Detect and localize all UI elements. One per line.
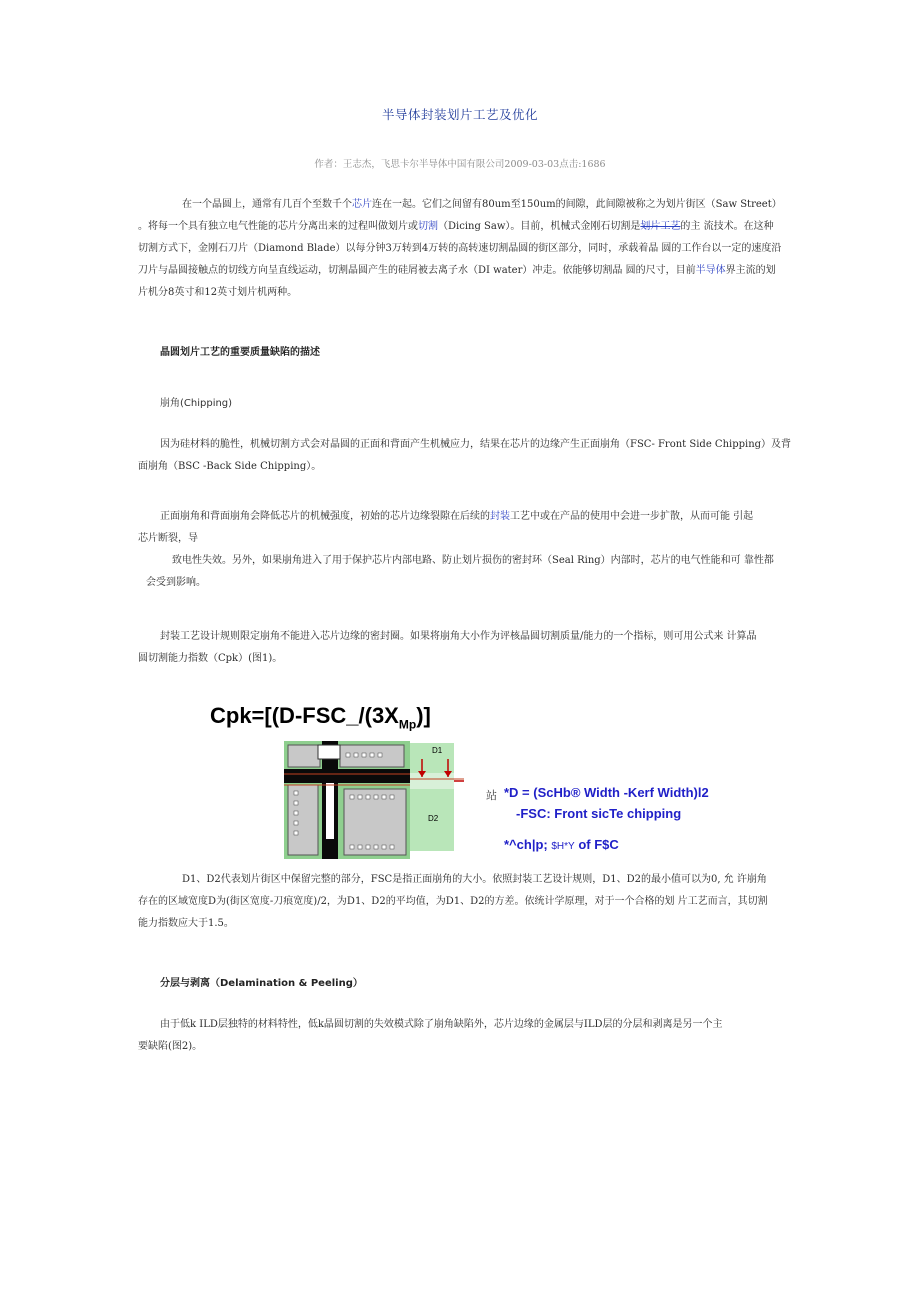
delamination-paragraph	[138, 1014, 798, 1058]
link-dicing-process[interactable]: 划片工艺	[640, 221, 681, 232]
text: 的主 流技术。在这种	[680, 221, 774, 232]
figure-line-3-c: of F$C	[578, 837, 619, 852]
chipping-line-1: 因为硅材料的脆性，机械切割方式会对晶圆的正面和背面产生机械应力，结果在芯片的边缘产生正面崩角（FSC- Front Side Chipping）及背	[160, 439, 792, 450]
text: （Dicing Saw）。目前，机械式金刚石切割是	[438, 221, 641, 232]
figure-line-2: -FSC: Front sicTe chipping	[516, 806, 682, 821]
link-dicing[interactable]: 切割	[418, 221, 438, 232]
link-packaging[interactable]: 封装	[490, 511, 510, 522]
figure-line-1: *D = (ScHb® Width -Kerf Width)l2	[504, 785, 709, 800]
article-title: 半导体封装划片工艺及优化	[381, 107, 538, 122]
text: 刀片与晶圆接触点的切线方向呈直线运动，切割晶圆产生的硅屑被去离子水（DI water）冲走。依能够切割晶 圆的尺寸，目前	[138, 265, 696, 276]
intro-line-5: 片机分8英寸和12英寸划片机两种。	[138, 287, 298, 298]
street-horizontal	[284, 769, 410, 783]
label-d2: D2	[428, 814, 439, 823]
section-heading-delamination: 分层与剥离（Delamination & Peeling）	[160, 978, 363, 989]
cpk-formula	[210, 703, 431, 731]
d1d2-line-1: D1、D2代表划片街区中保留完整的部分，FSC是指正面崩角的大小。依照封装工艺设计规则，D1、D2的最小值可以为0, 允 许崩角	[182, 874, 767, 885]
cpk-line-1: 封装工艺设计规则限定崩角不能进入芯片边缘的密封圈。如果将崩角大小作为评核晶圆切割质量/能力的一个指标，则可用公式来 计算晶	[160, 631, 757, 642]
intro-paragraph	[138, 194, 788, 304]
strength-paragraph	[138, 506, 798, 594]
die	[288, 785, 318, 855]
cpk-line-2: 圆切割能力指数（Cpk）(图1)。	[138, 653, 283, 664]
text: 连在一起。它们之间留有80um至150um的间隙，此间隙被称之为划片街区（Saw Street）	[372, 199, 782, 210]
text: 工艺中或在产品的使用中会进一步扩散，从而可能 引起	[510, 511, 754, 522]
link-chip[interactable]: 芯片	[352, 199, 372, 210]
kerf-mark-top	[318, 745, 340, 759]
d1d2-line-3: 能力指数应大于1.5。	[138, 918, 234, 929]
formula-subscript: Mp	[398, 717, 417, 732]
article-meta: 作者：王志杰，飞思卡尔半导体中国有限公司2009-03-03点击:1686	[314, 159, 606, 170]
subheading-chipping: 崩角(Chipping)	[160, 398, 233, 409]
figure-station-mark: 站	[486, 789, 497, 802]
wafer-figure	[284, 741, 464, 859]
text: 界主流的划	[725, 265, 776, 276]
kerf-mark	[326, 783, 334, 839]
strength-line-4: 会受到影响。	[146, 577, 206, 588]
figure-line-3-b: $H*Y	[551, 841, 575, 852]
intro-line-4	[138, 260, 788, 282]
formula-main: Cpk=[(D-FSC_/(3X	[210, 703, 399, 728]
delamination-line-2: 要缺陷(图2)。	[138, 1041, 203, 1052]
text: 。将每一个具有独立电气性能的芯片分离出来的过程叫做划片或	[138, 221, 418, 232]
strength-line-1	[138, 506, 798, 528]
strength-line-3: 致电性失效。另外，如果崩角进入了用于保护芯片内部电路、防止划片损伤的密封环（Seal Ring）内部时，芯片的电气性能和可 靠性都	[172, 555, 774, 566]
strength-line-2: 芯片断裂，导	[138, 533, 198, 544]
text: 在一个晶圆上，通常有几百个至数千个	[182, 199, 352, 210]
label-d1: D1	[432, 746, 443, 755]
chipping-line-2: 面崩角（BSC -Back Side Chipping）。	[138, 461, 322, 472]
die	[288, 745, 320, 767]
chipping-paragraph	[138, 434, 798, 478]
figure-line-3-a: *^ch|p;	[504, 837, 548, 852]
section-heading-defects: 晶圆划片工艺的重要质量缺陷的描述	[160, 347, 320, 358]
figure-line-3	[504, 837, 619, 852]
formula-end: )]	[416, 703, 431, 728]
intro-line-3: 切割方式下，金刚石刀片（Diamond Blade）以每分钟3万转到4万转的高转速切割晶圆的街区部分，同时，承载着晶 圆的工作台以一定的速度沿	[138, 243, 782, 254]
d1d2-line-2: 存在的区域宽度D为(街区宽度-刀痕宽度)/2，为D1、D2的平均值，为D1、D2的方差。依统计学原理，对于一个合格的划 片工艺而言，其切割	[138, 896, 768, 907]
intro-line-2	[138, 216, 788, 238]
link-semiconductor[interactable]: 半导体	[695, 265, 726, 276]
text: 正面崩角和背面崩角会降低芯片的机械强度，初始的芯片边缘裂隙在后续的	[160, 511, 490, 522]
cpk-paragraph	[138, 626, 798, 670]
intro-line-1	[138, 194, 788, 216]
d1d2-paragraph	[138, 869, 798, 935]
delamination-line-1: 由于低k ILD层独特的材料特性，低k晶圆切割的失效模式除了崩角缺陷外，芯片边缘的金属层与ILD层的分层和剥离是另一个主	[160, 1019, 723, 1030]
